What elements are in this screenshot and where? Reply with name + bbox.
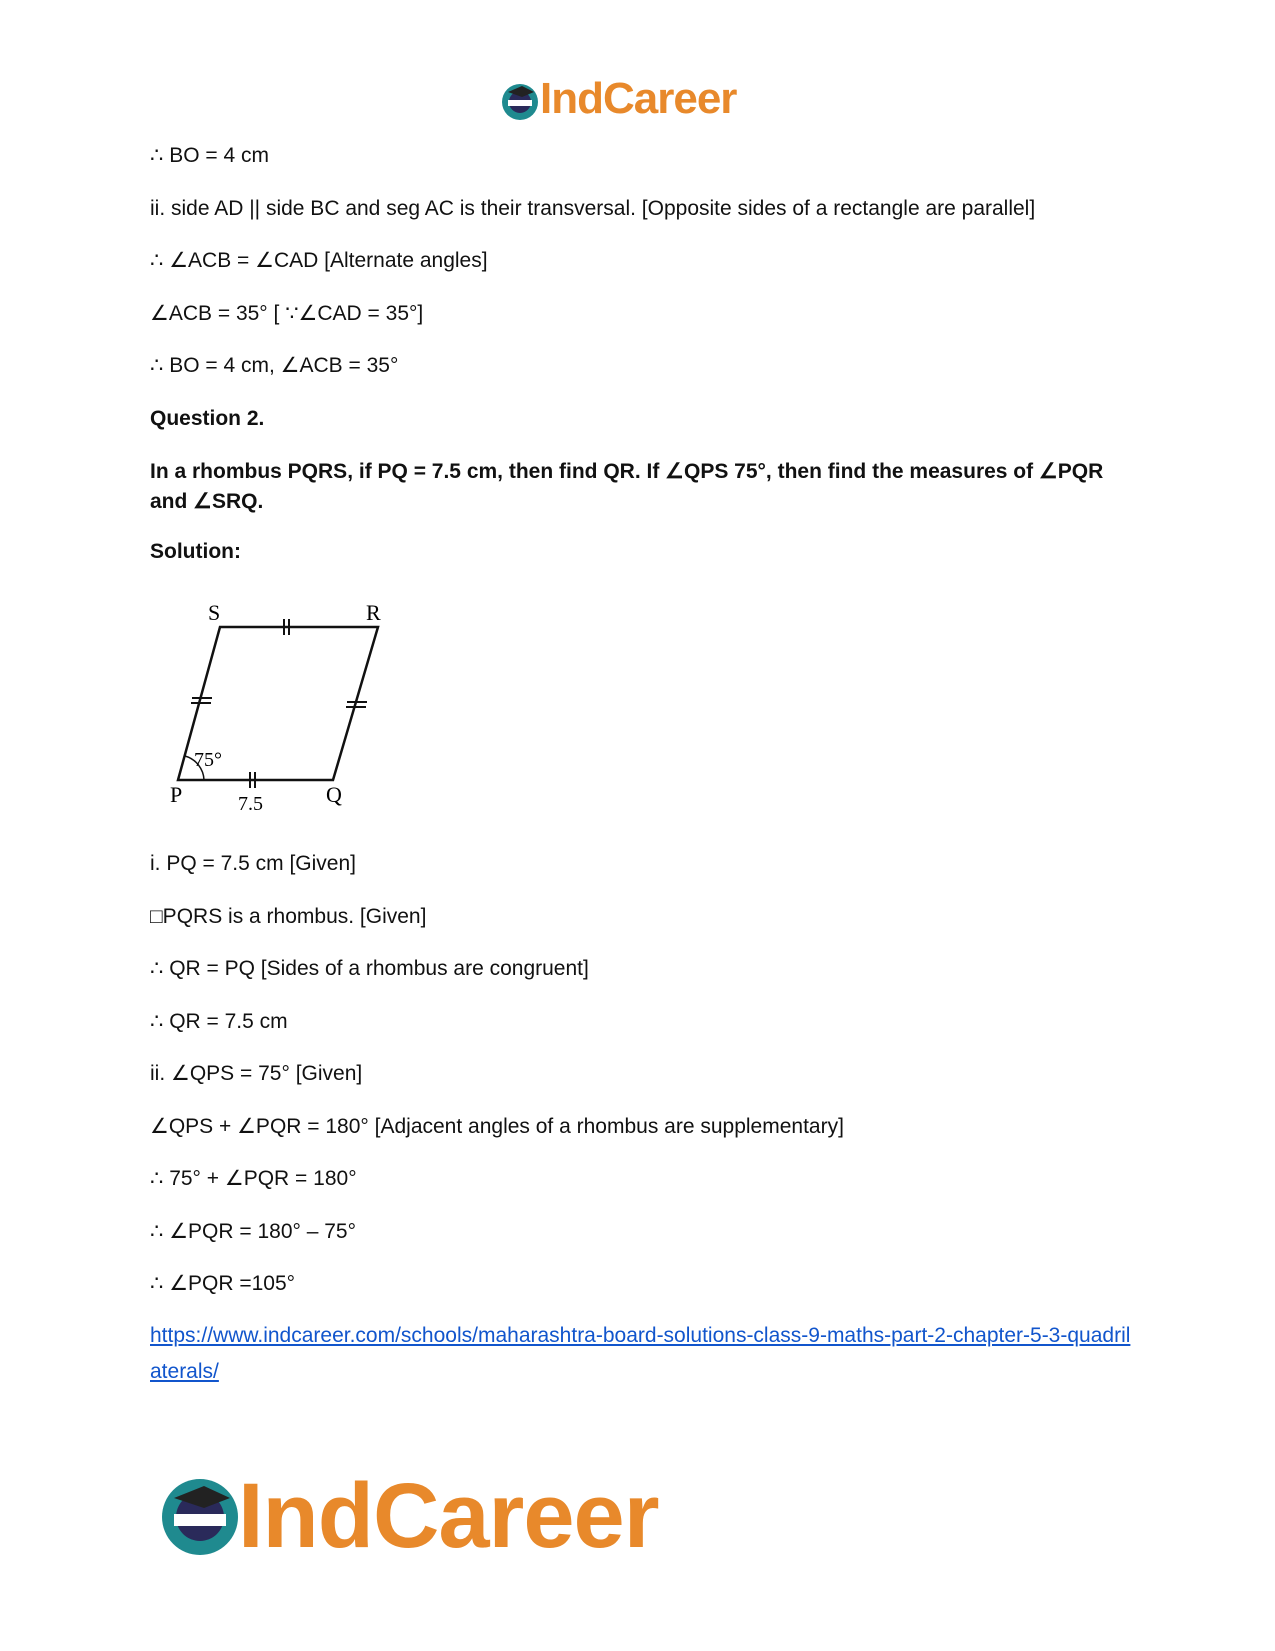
text-line: ∴ ∠PQR =105° — [150, 1272, 296, 1295]
text-line: ii. side AD || side BC and seg AC is their transversal. [Opposite sides of a rectangle are parallel] — [150, 197, 1036, 220]
label-side: 7.5 — [238, 793, 263, 815]
label-p: P — [170, 782, 183, 807]
text-line: ii. ∠QPS = 75° [Given] — [150, 1062, 363, 1085]
text-line: ∴ QR = PQ [Sides of a rhombus are congruent] — [150, 957, 589, 980]
rhombus-svg — [170, 600, 430, 860]
indcareer-logo-top — [500, 74, 780, 126]
question-title: Question 2. — [150, 407, 265, 430]
text-line: ∠ACB = 35° [ ∵∠CAD = 35°] — [150, 302, 424, 325]
text-line: ∴ QR = 7.5 cm — [150, 1010, 288, 1033]
logo-text-top: IndCareer — [540, 74, 737, 123]
label-r: R — [366, 600, 381, 625]
indcareer-logo-bottom — [160, 1465, 700, 1567]
text-line: i. PQ = 7.5 cm [Given] — [150, 852, 356, 875]
text-line: ∴ BO = 4 cm, ∠ACB = 35° — [150, 354, 399, 377]
text-line: ∠QPS + ∠PQR = 180° [Adjacent angles of a rhombus are supplementary] — [150, 1115, 844, 1138]
text-line: ∴ BO = 4 cm — [150, 144, 269, 167]
logo-icon — [160, 1472, 250, 1562]
question-text: In a rhombus PQRS, if PQ = 7.5 cm, then find QR. If ∠QPS 75°, then find the measures of ∠PQR and ∠SRQ. — [150, 460, 1104, 513]
label-q: Q — [326, 782, 342, 807]
solution-heading: Solution: — [150, 540, 241, 563]
label-s: S — [208, 600, 221, 625]
text-line: ∴ 75° + ∠PQR = 180° — [150, 1167, 357, 1190]
source-link[interactable]: https://www.indcareer.com/schools/maharashtra-board-solutions-class-9-maths-part-2-chapter-5-3-quadrilaterals/ — [150, 1324, 1131, 1383]
text-line: ∴ ∠PQR = 180° – 75° — [150, 1220, 357, 1243]
logo-text-bottom: IndCareer — [238, 1465, 659, 1567]
text-line: ∴ ∠ACB = ∠CAD [Alternate angles] — [150, 249, 488, 272]
text-line: □PQRS is a rhombus. [Given] — [150, 905, 427, 928]
label-angle: 75° — [194, 749, 222, 771]
rhombus-diagram — [170, 600, 430, 860]
